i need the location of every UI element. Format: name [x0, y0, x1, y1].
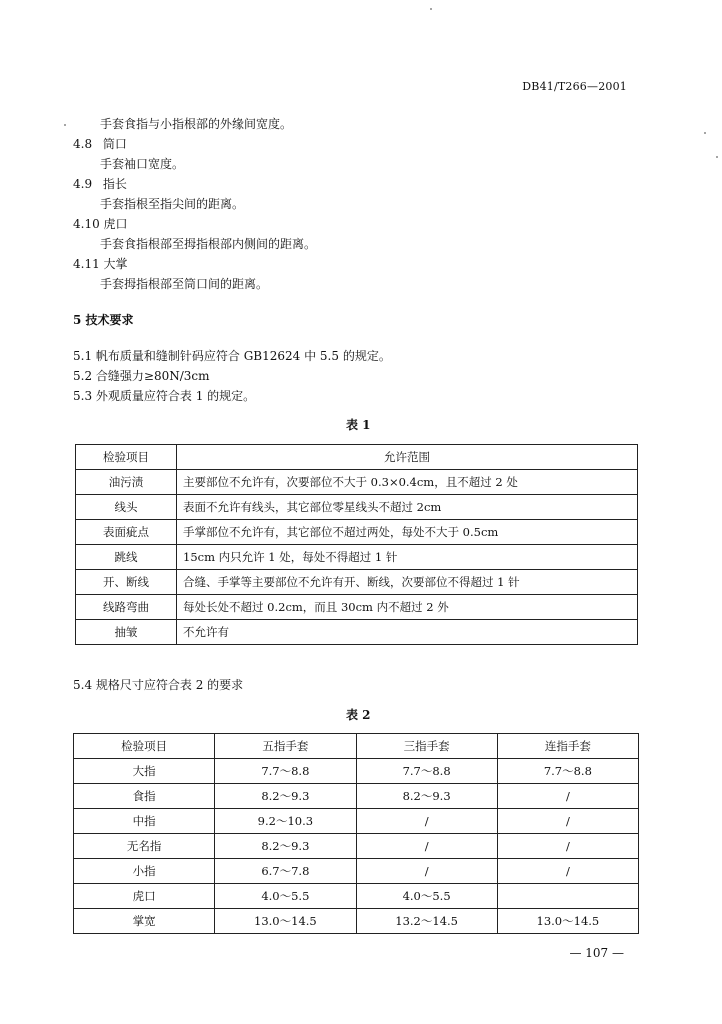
definition-heading	[73, 136, 127, 152]
table-row	[76, 470, 638, 495]
table-cell: 表面疵点	[76, 520, 177, 545]
table1-caption: 表 1	[346, 418, 371, 432]
table-row	[74, 834, 639, 859]
table-cell: /	[497, 809, 638, 834]
table-cell	[497, 884, 638, 909]
table-cell: /	[356, 809, 497, 834]
table-cell: 7.7～8.8	[497, 759, 638, 784]
clause-number: 4.11	[73, 257, 100, 271]
table-cell: /	[497, 784, 638, 809]
table-header-row	[74, 734, 639, 759]
page-number: — 107 —	[569, 946, 624, 960]
table-row	[76, 595, 638, 620]
table-cell: /	[356, 859, 497, 884]
clause-number: 4.9	[73, 177, 93, 191]
table-cell: 13.0～14.5	[497, 909, 638, 934]
definition-heading	[73, 216, 128, 232]
standard-code: DB41/T266—2001	[522, 80, 627, 93]
scan-speck	[716, 156, 718, 158]
table-header-cell: 连指手套	[497, 734, 638, 759]
table-1-appearance-quality	[75, 444, 638, 645]
scan-speck	[430, 8, 432, 10]
table-cell: 不允许有	[177, 620, 638, 645]
definition-heading	[73, 256, 128, 272]
table-cell: 8.2～9.3	[356, 784, 497, 809]
table-row	[74, 784, 639, 809]
table-row	[74, 809, 639, 834]
table-cell: 7.7～8.8	[356, 759, 497, 784]
table-cell: 线头	[76, 495, 177, 520]
table-cell: 6.7～7.8	[215, 859, 356, 884]
table-cell: 每处长处不超过 0.2cm，而且 30cm 内不超过 2 外	[177, 595, 638, 620]
table-cell: 虎口	[74, 884, 215, 909]
table-row	[76, 520, 638, 545]
table-2-size-specs	[73, 733, 639, 934]
table-cell: 4.0～5.5	[356, 884, 497, 909]
table-cell: 抽皱	[76, 620, 177, 645]
table-header-cell: 检验项目	[76, 445, 177, 470]
definition-text: 手套食指根部至拇指根部内侧间的距离。	[100, 237, 317, 251]
table-cell: 合缝、手掌等主要部位不允许有开、断线，次要部位不得超过 1 针	[177, 570, 638, 595]
clause-5-4: 5.4 规格尺寸应符合表 2 的要求	[73, 678, 244, 692]
table-row	[76, 570, 638, 595]
table-row	[74, 909, 639, 934]
table-row	[74, 859, 639, 884]
clause-number: 4.8	[73, 137, 93, 151]
table-cell: /	[497, 859, 638, 884]
table-cell: 掌宽	[74, 909, 215, 934]
table-header-cell: 三指手套	[356, 734, 497, 759]
clause-title: 指长	[102, 177, 127, 191]
table-cell: /	[497, 834, 638, 859]
table-cell: 7.7～8.8	[215, 759, 356, 784]
clause-5-3: 5.3 外观质量应符合表 1 的规定。	[73, 389, 256, 403]
table-cell: 手掌部位不允许有，其它部位不超过两处，每处不大于 0.5cm	[177, 520, 638, 545]
table-cell: 中指	[74, 809, 215, 834]
table-row	[76, 545, 638, 570]
definition-text: 手套拇指根部至筒口间的距离。	[100, 277, 269, 291]
table-header-cell: 检验项目	[74, 734, 215, 759]
table-cell: 8.2～9.3	[215, 784, 356, 809]
definition-text: 手套袖口宽度。	[100, 157, 185, 171]
table-header-row	[76, 445, 638, 470]
table2-caption: 表 2	[346, 708, 371, 722]
table-cell: 跳线	[76, 545, 177, 570]
scan-speck	[704, 132, 706, 134]
clause-5-1: 5.1 帆布质量和缝制针码应符合 GB12624 中 5.5 的规定。	[73, 349, 391, 363]
clause-title: 筒口	[102, 137, 127, 151]
clause-title: 大掌	[103, 257, 128, 271]
table-cell: 食指	[74, 784, 215, 809]
table-row	[74, 884, 639, 909]
definition-text: 手套指根至指尖间的距离。	[100, 197, 245, 211]
table-cell: 线路弯曲	[76, 595, 177, 620]
table-cell: 开、断线	[76, 570, 177, 595]
definition-heading	[73, 176, 127, 192]
scan-speck	[64, 124, 66, 126]
table-header-cell: 允许范围	[177, 445, 638, 470]
table-cell: 无名指	[74, 834, 215, 859]
table-cell: 4.0～5.5	[215, 884, 356, 909]
table-header-cell: 五指手套	[215, 734, 356, 759]
table-cell: /	[356, 834, 497, 859]
table-cell: 8.2～9.3	[215, 834, 356, 859]
table-row	[76, 495, 638, 520]
table-cell: 主要部位不允许有，次要部位不大于 0.3×0.4cm，且不超过 2 处	[177, 470, 638, 495]
table-row	[76, 620, 638, 645]
table-cell: 13.0～14.5	[215, 909, 356, 934]
clause-number: 4.10	[73, 217, 100, 231]
clause-5-2: 5.2 合缝强力≥80N/3cm	[73, 369, 210, 383]
table-cell: 表面不允许有线头，其它部位零星线头不超过 2cm	[177, 495, 638, 520]
table-cell: 大指	[74, 759, 215, 784]
table-cell: 油污渍	[76, 470, 177, 495]
section-heading: 5 技术要求	[73, 313, 134, 327]
table-row	[74, 759, 639, 784]
table-cell: 15cm 内只允许 1 处，每处不得超过 1 针	[177, 545, 638, 570]
table-cell: 9.2～10.3	[215, 809, 356, 834]
definition-text: 手套食指与小指根部的外缘间宽度。	[100, 117, 293, 131]
clause-title: 虎口	[103, 217, 128, 231]
table-cell: 13.2～14.5	[356, 909, 497, 934]
table-cell: 小指	[74, 859, 215, 884]
